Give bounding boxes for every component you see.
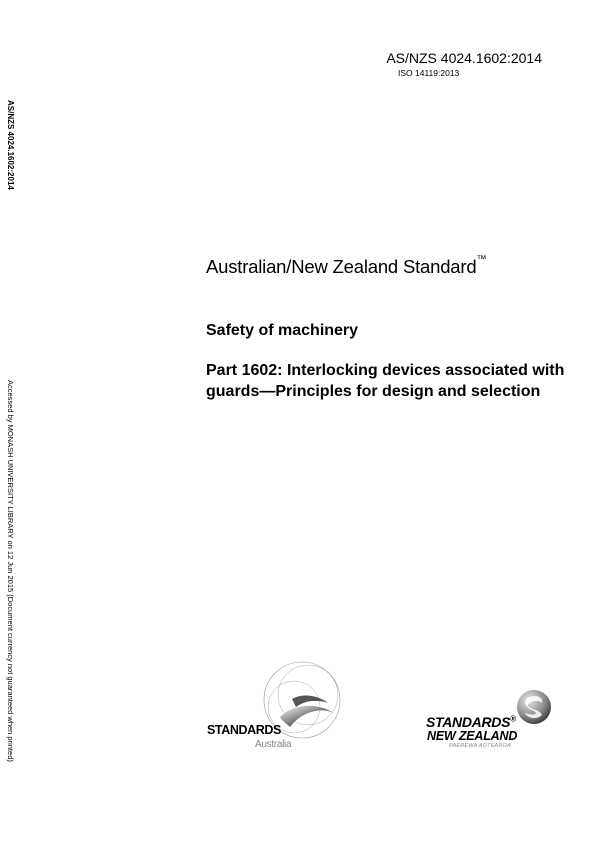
standards-australia-name: STANDARDS	[207, 723, 281, 737]
subject-title: Safety of machinery	[206, 322, 359, 339]
standards-nz-sub: NEW ZEALAND	[427, 729, 518, 743]
standards-australia-sub: Australia	[255, 739, 292, 750]
iso-number: ISO 14119:2013	[398, 68, 460, 78]
standards-nz-globe-icon	[516, 687, 552, 727]
registered-symbol: ®	[510, 714, 516, 724]
standard-type-title	[206, 256, 486, 278]
standard-number: AS/NZS 4024.1602:2014	[386, 50, 542, 66]
spine-standard-code: AS/NZS 4024.1602:2014	[6, 100, 15, 190]
part-title: Part 1602: Interlocking devices associated with guards—Principles for design and selection	[206, 362, 565, 400]
standard-type-text: Australian/New Zealand Standard	[206, 256, 477, 277]
access-note: Accessed by MONASH UNIVERSITY LIBRARY on 12 Jun 2015 (Document currency not guaranteed when printed)	[6, 380, 15, 762]
standards-nz-name-text: STANDARDS	[426, 714, 511, 730]
standards-nz-maori: PAEREWA AOTEAROA	[449, 743, 511, 749]
standards-nz-name	[426, 714, 516, 730]
trademark-symbol: ™	[476, 254, 487, 265]
